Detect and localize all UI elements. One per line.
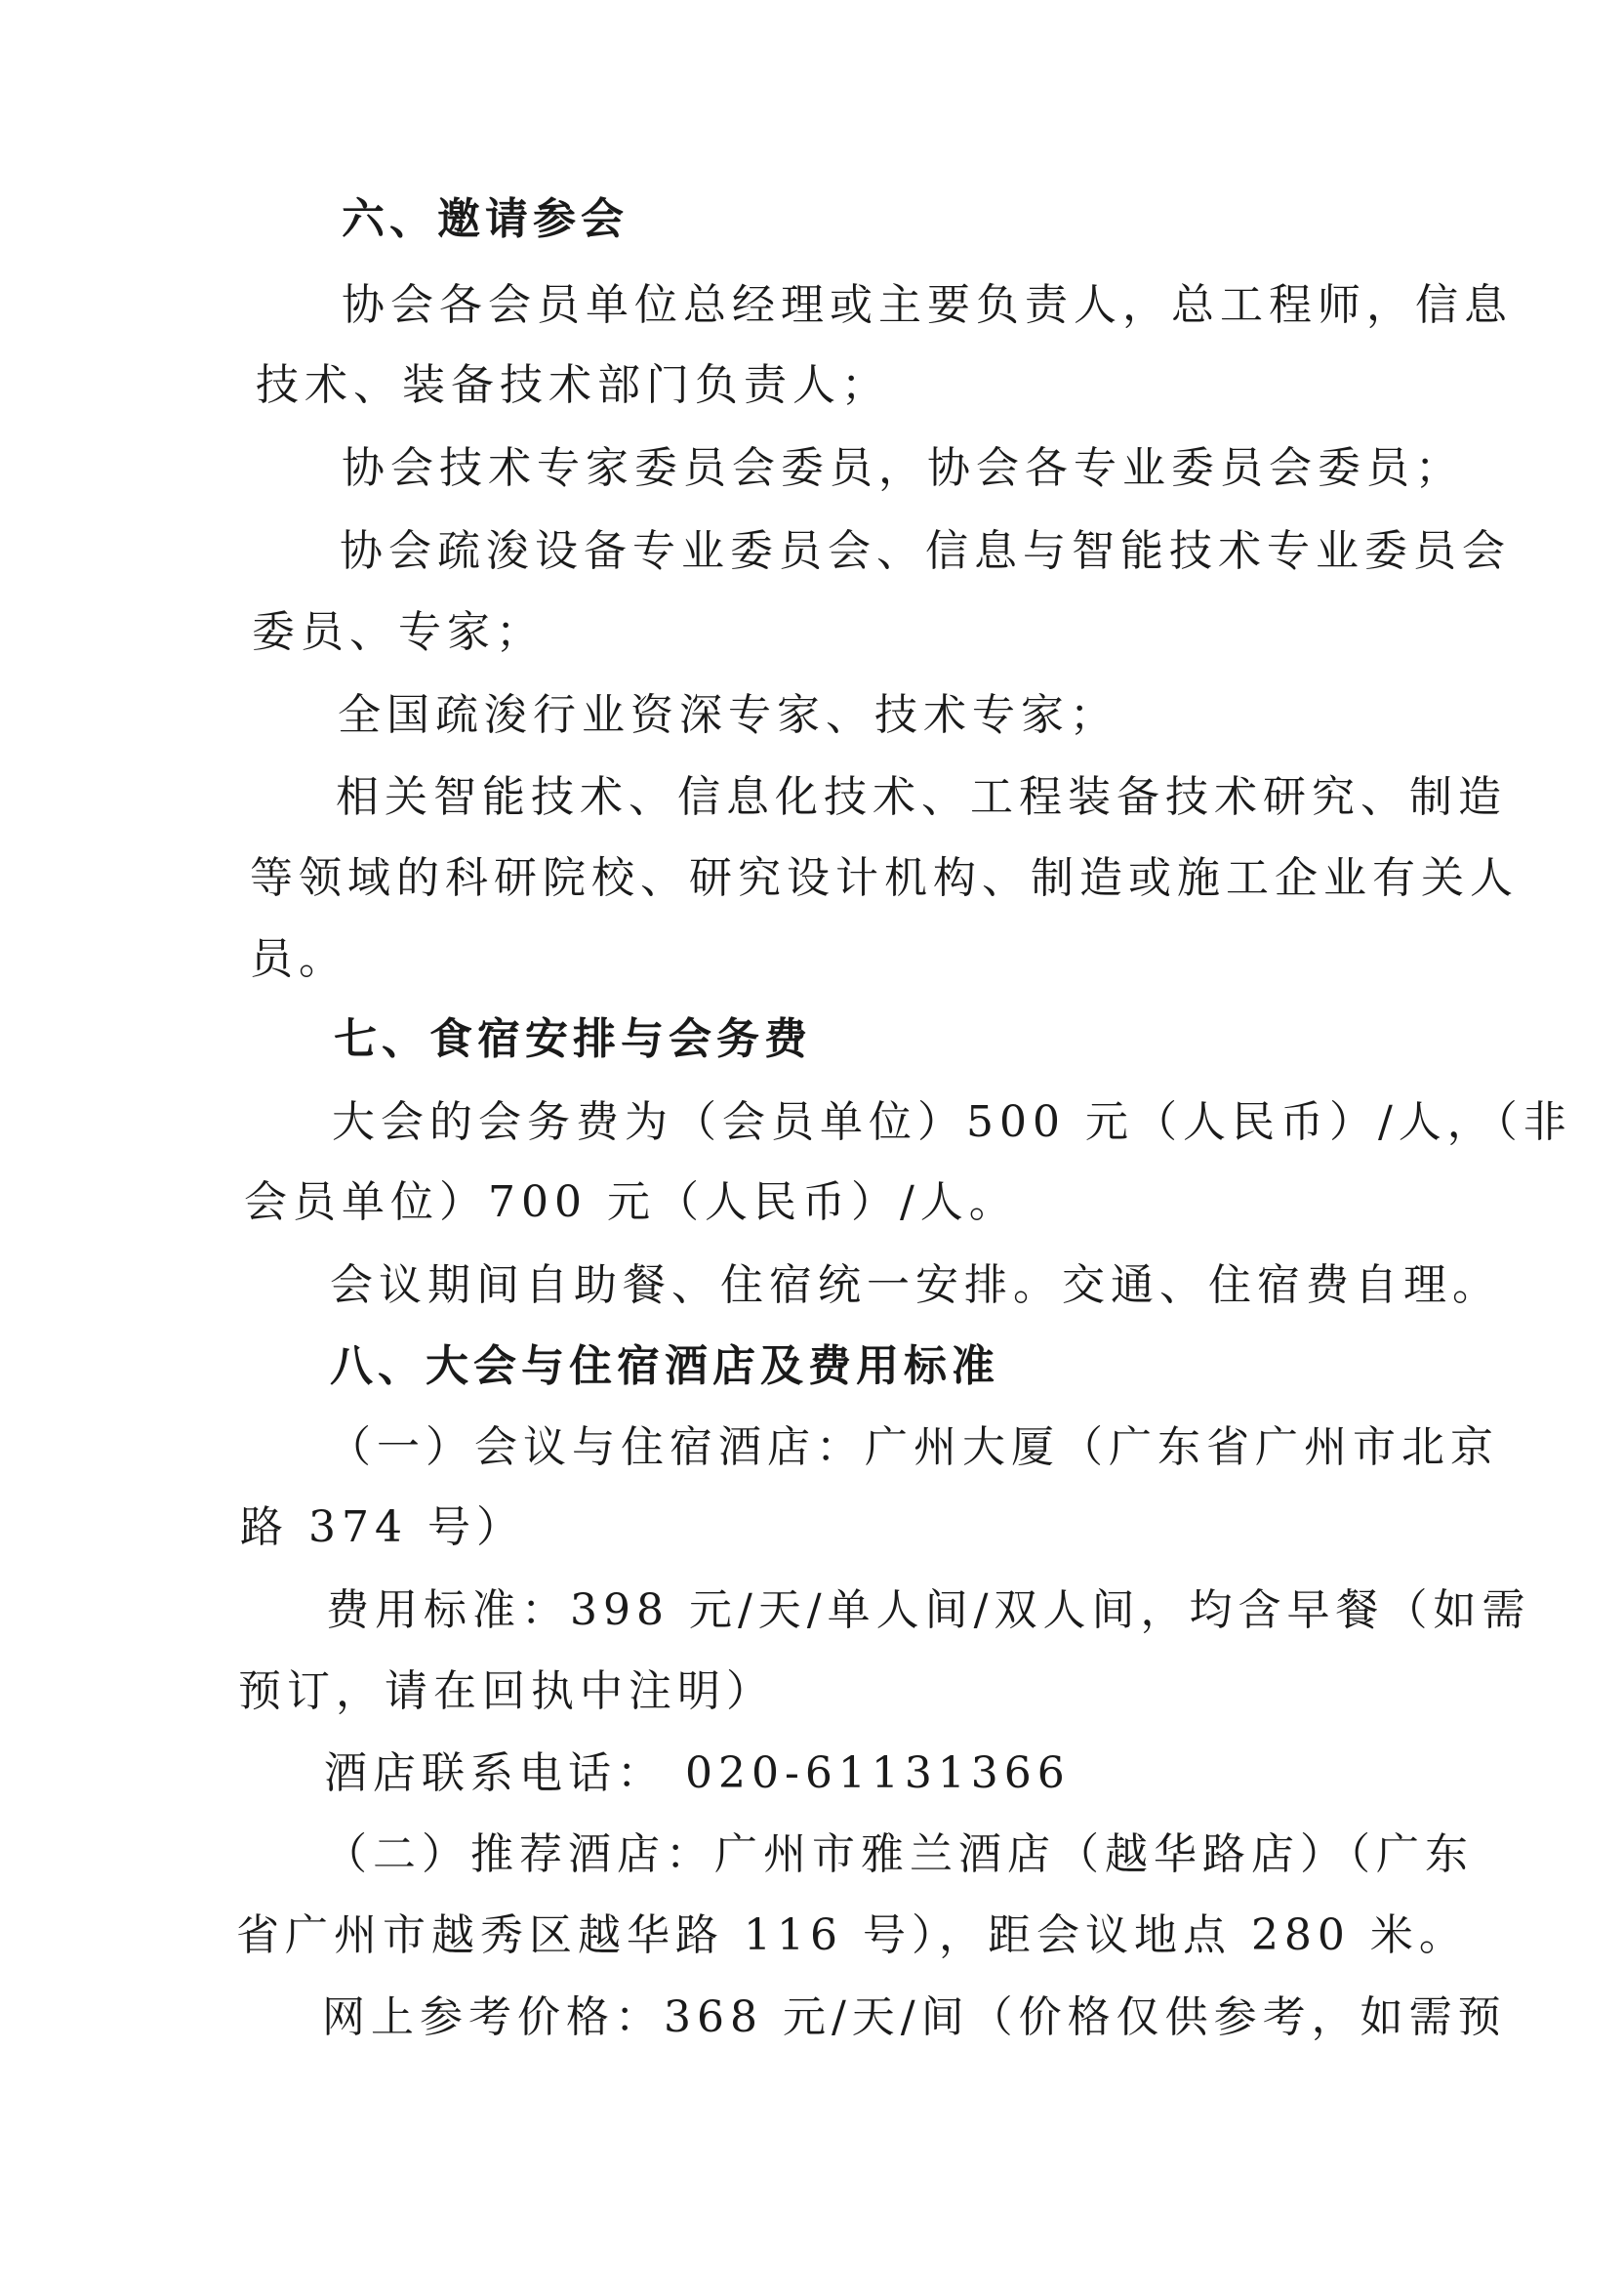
paragraph-line: 等领域的科研院校、研究设计机构、制造或施工企业有关人 (250, 853, 1519, 903)
paragraph-line: 员。 (250, 934, 347, 984)
paragraph-line: 路 374 号） (240, 1502, 525, 1552)
section-heading-6: 六、邀请参会 (342, 194, 629, 244)
paragraph-line: 费用标准：398 元/天/单人间/双人间，均含早餐（如需 (326, 1585, 1531, 1635)
paragraph-line: 大会的会务费为（会员单位）500 元（人民币）/人，（非 (332, 1097, 1572, 1147)
paragraph-line: （一）会议与住宿酒店：广州大厦（广东省广州市北京 (328, 1422, 1499, 1472)
paragraph-line: 网上参考价格：368 元/天/间（价格仅供参考，如需预 (322, 1992, 1507, 2042)
paragraph-line: 协会疏浚设备专业委员会、信息与智能技术专业委员会 (340, 526, 1511, 576)
paragraph-line: 预订，请在回执中注明） (238, 1666, 775, 1716)
hotel-phone-line: 酒店联系电话： 020-61131366 (324, 1748, 1071, 1798)
paragraph-line: 全国疏浚行业资深专家、技术专家； (338, 690, 1118, 740)
paragraph-line: （二）推荐酒店：广州市雅兰酒店（越华路店）（广东 (324, 1829, 1474, 1879)
paragraph-line: 会议期间自助餐、住宿统一安排。交通、住宿费自理。 (330, 1260, 1501, 1310)
section-heading-8: 八、大会与住宿酒店及费用标准 (330, 1341, 999, 1391)
section-heading-7: 七、食宿安排与会务费 (334, 1014, 812, 1064)
paragraph-line: 协会技术专家委员会委员，协会各专业委员会委员； (342, 443, 1464, 493)
paragraph-line: 协会各会员单位总经理或主要负责人，总工程师，信息 (342, 280, 1513, 330)
paragraph-line: 省广州市越秀区越华路 116 号），距会议地点 280 米。 (236, 1910, 1468, 1960)
paragraph-line: 相关智能技术、信息化技术、工程装备技术研究、制造 (336, 772, 1507, 822)
paragraph-line: 会员单位）700 元（人民币）/人。 (244, 1177, 1018, 1227)
paragraph-line: 委员、专家； (252, 607, 545, 657)
paragraph-line: 技术、装备技术部门负责人； (256, 360, 890, 410)
